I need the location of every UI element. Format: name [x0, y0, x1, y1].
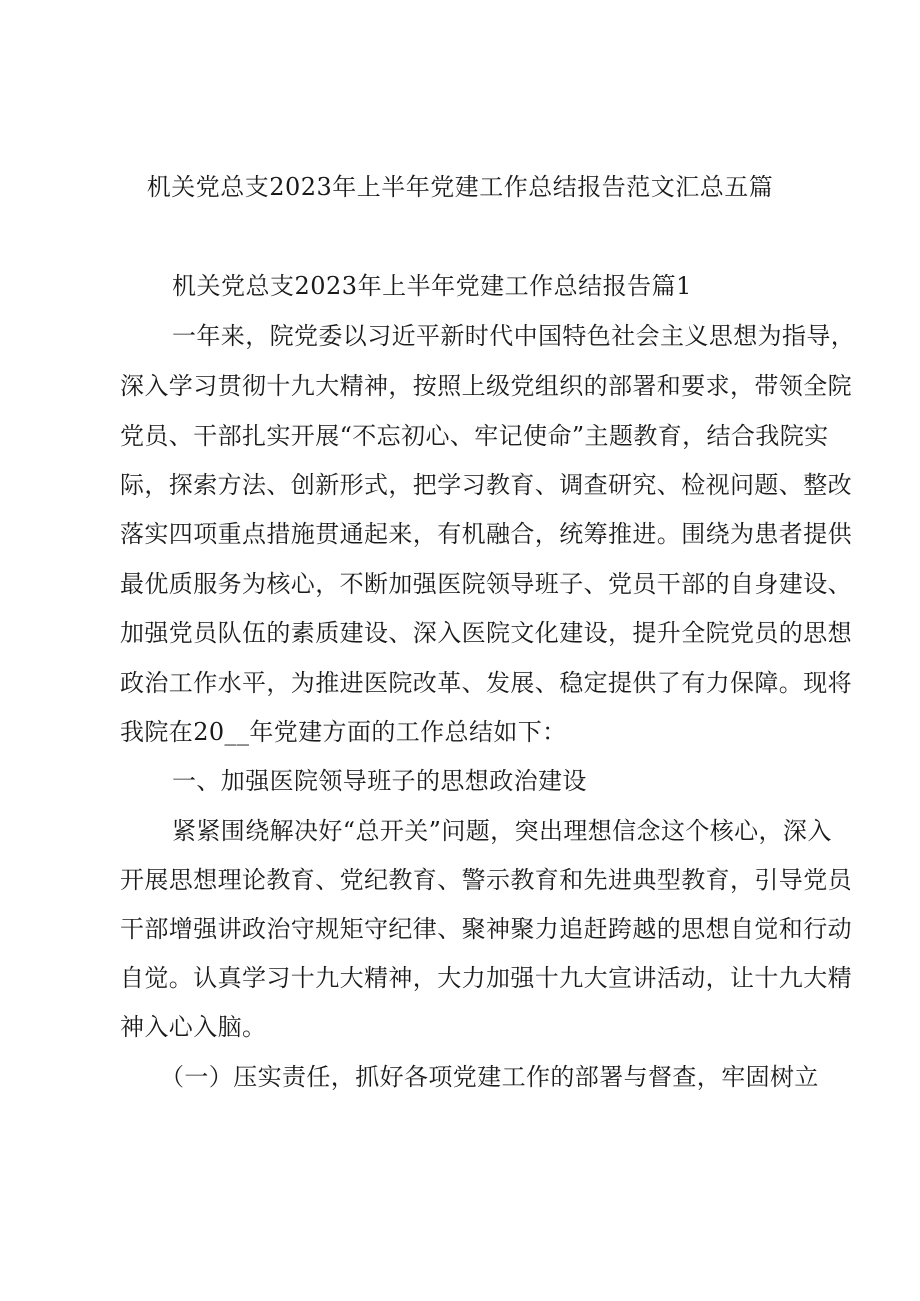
paragraph-line: 一年来，院党委以习近平新时代中国特色社会主义思想为指导，: [172, 322, 856, 350]
paragraph-line: 党员、干部扎实开展“不忘初心、牢记使命”主题教育，结合我院实: [120, 422, 829, 450]
paragraph-line: 紧紧围绕解决好“总开关”问题，突出理想信念这个核心，深入: [172, 817, 832, 845]
paragraph-line: 深入学习贯彻十九大精神，按照上级党组织的部署和要求，带领全院: [120, 372, 852, 400]
section-heading: 机关党总支2023年上半年党建工作总结报告篇1: [172, 272, 692, 300]
document-title: 机关党总支2023年上半年党建工作总结报告范文汇总五篇: [146, 173, 774, 201]
paragraph-line: 干部增强讲政治守规矩守纪律、聚神聚力追赶跨越的思想自觉和行动: [120, 915, 852, 943]
subsection-heading: （一）压实责任，抓好各项党建工作的部署与督查，牢固树立: [160, 1063, 819, 1091]
paragraph-line: 加强党员队伍的素质建设、深入医院文化建设，提升全院党员的思想: [120, 619, 852, 647]
section-heading-one: 一、加强医院领导班子的思想政治建设: [172, 767, 587, 795]
paragraph-line: 神入心入脑。: [120, 1013, 267, 1041]
paragraph-line: 自觉。认真学习十九大精神，大力加强十九大宣讲活动，让十九大精: [120, 964, 852, 992]
paragraph-line: 政治工作水平，为推进医院改革、发展、稳定提供了有力保障。现将: [120, 669, 852, 697]
paragraph-line: 际，探索方法、创新形式，把学习教育、调查研究、检视问题、整改: [120, 471, 852, 499]
paragraph-line: 我院在20__年党建方面的工作总结如下：: [120, 718, 567, 746]
paragraph-line: 开展思想理论教育、党纪教育、警示教育和先进典型教育，引导党员: [120, 866, 852, 894]
paragraph-line: 落实四项重点措施贯通起来，有机融合，统筹推进。围绕为患者提供: [120, 520, 852, 548]
paragraph-line: 最优质服务为核心，不断加强医院领导班子、党员干部的自身建设、: [120, 570, 852, 598]
